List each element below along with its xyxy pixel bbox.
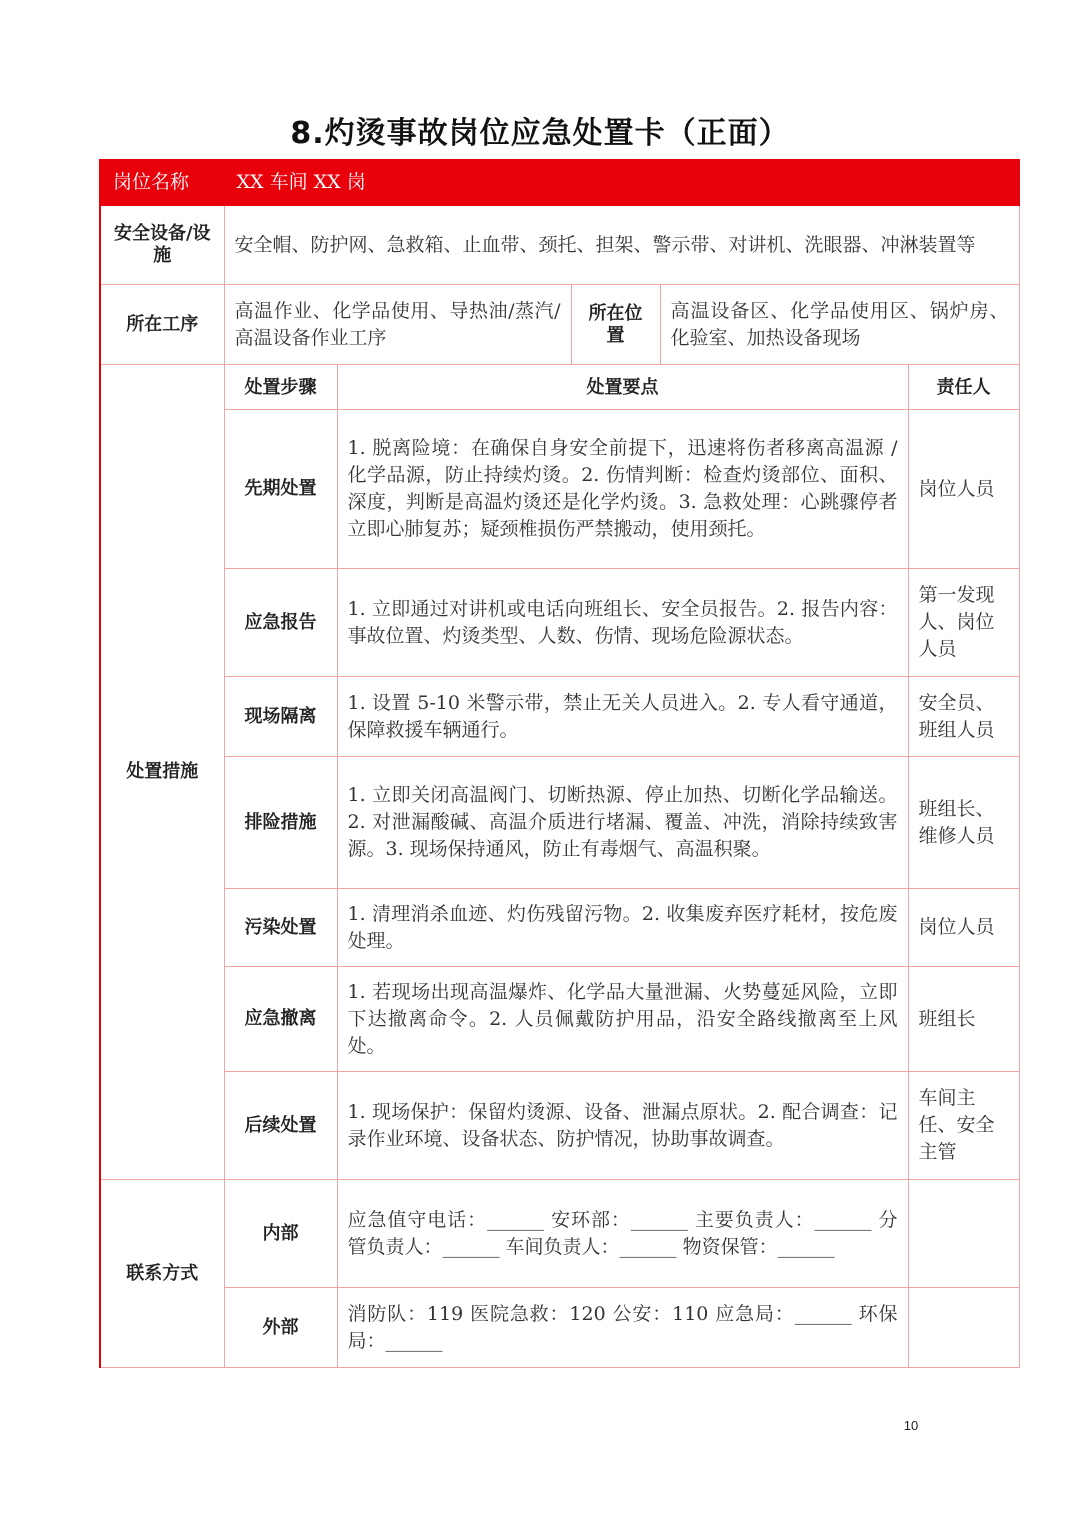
measure-step: 应急撤离 [224, 967, 337, 1072]
measure-owner: 车间主任、安全主管 [908, 1072, 1019, 1180]
equipment-value: 安全帽、防护网、急救箱、止血带、颈托、担架、警示带、对讲机、洗眼器、冲淋装置等 [224, 206, 1019, 285]
document-title: 8.灼烫事故岗位应急处置卡（正面） [290, 116, 790, 151]
header-points: 处置要点 [337, 365, 908, 410]
external-contacts: 消防队：119 医院急救：120 公安：110 应急局：______ 环保局：______ [337, 1288, 908, 1368]
measure-step: 先期处置 [224, 410, 337, 569]
header-step: 处置步骤 [224, 365, 337, 410]
measure-points: 1. 若现场出现高温爆炸、化学品大量泄漏、火势蔓延风险，立即下达撤离命令。2. 人员佩戴防护用品，沿安全路线撤离至上风处。 [337, 967, 908, 1072]
measure-row [100, 757, 1019, 889]
measures-header-row [100, 365, 1019, 410]
measure-step: 排险措施 [224, 757, 337, 889]
page-number: 10 [903, 1418, 919, 1433]
external-label: 外部 [224, 1288, 337, 1368]
measure-row [100, 967, 1019, 1072]
header-owner: 责任人 [908, 365, 1019, 410]
measure-step: 污染处置 [224, 889, 337, 967]
measure-owner: 第一发现人、岗位人员 [908, 569, 1019, 677]
post-name-label: 岗位名称 [100, 160, 224, 206]
measure-step: 后续处置 [224, 1072, 337, 1180]
measure-owner: 班组长 [908, 967, 1019, 1072]
process-value: 高温作业、化学品使用、导热油/蒸汽/高温设备作业工序 [224, 285, 571, 365]
process-label: 所在工序 [100, 285, 224, 365]
internal-empty-cell [908, 1180, 1019, 1288]
post-name-value: XX 车间 XX 岗 [224, 160, 1019, 206]
internal-contacts: 应急值守电话：______ 安环部：______ 主要负责人：______ 分管负责人：______ 车间负责人：______ 物资保管：______ [337, 1180, 908, 1288]
emergency-card-table [99, 159, 1020, 1368]
measure-points: 1. 清理消杀血迹、灼伤残留污物。2. 收集废弃医疗耗材，按危废处理。 [337, 889, 908, 967]
post-name-row [100, 160, 1019, 206]
measure-points: 1. 脱离险境：在确保自身安全前提下，迅速将伤者移离高温源 / 化学品源，防止持续灼烫。2. 伤情判断：检查灼烫部位、面积、深度，判断是高温灼烫还是化学灼烫。3. 急救处理：心跳骤停者立即心肺复苏；疑颈椎损伤严禁搬动，使用颈托。 [337, 410, 908, 569]
contact-external-row [100, 1288, 1019, 1368]
measure-points: 1. 立即关闭高温阀门、切断热源、停止加热、切断化学品输送。2. 对泄漏酸碱、高温介质进行堵漏、覆盖、冲洗，消除持续致害源。3. 现场保持通风，防止有毒烟气、高温积聚。 [337, 757, 908, 889]
measure-row [100, 1072, 1019, 1180]
location-label: 所在位置 [571, 285, 660, 365]
measure-points: 1. 立即通过对讲机或电话向班组长、安全员报告。2. 报告内容：事故位置、灼烫类型、人数、伤情、现场危险源状态。 [337, 569, 908, 677]
external-empty-cell [908, 1288, 1019, 1368]
measure-step: 现场隔离 [224, 677, 337, 757]
measures-label: 处置措施 [100, 365, 224, 1180]
measure-owner: 岗位人员 [908, 410, 1019, 569]
internal-label: 内部 [224, 1180, 337, 1288]
contacts-label: 联系方式 [100, 1180, 224, 1368]
measure-row [100, 889, 1019, 967]
measure-owner: 班组长、维修人员 [908, 757, 1019, 889]
measure-points: 1. 设置 5-10 米警示带，禁止无关人员进入。2. 专人看守通道，保障救援车辆通行。 [337, 677, 908, 757]
equipment-row [100, 206, 1019, 285]
process-row [100, 285, 1019, 365]
measure-points: 1. 现场保护：保留灼烫源、设备、泄漏点原状。2. 配合调查：记录作业环境、设备状态、防护情况，协助事故调查。 [337, 1072, 908, 1180]
measure-owner: 岗位人员 [908, 889, 1019, 967]
measure-row [100, 410, 1019, 569]
equipment-label: 安全设备/设施 [100, 206, 224, 285]
measure-step: 应急报告 [224, 569, 337, 677]
measure-row [100, 677, 1019, 757]
measure-row [100, 569, 1019, 677]
location-value: 高温设备区、化学品使用区、锅炉房、化验室、加热设备现场 [660, 285, 1019, 365]
contact-internal-row [100, 1180, 1019, 1288]
measure-owner: 安全员、班组人员 [908, 677, 1019, 757]
